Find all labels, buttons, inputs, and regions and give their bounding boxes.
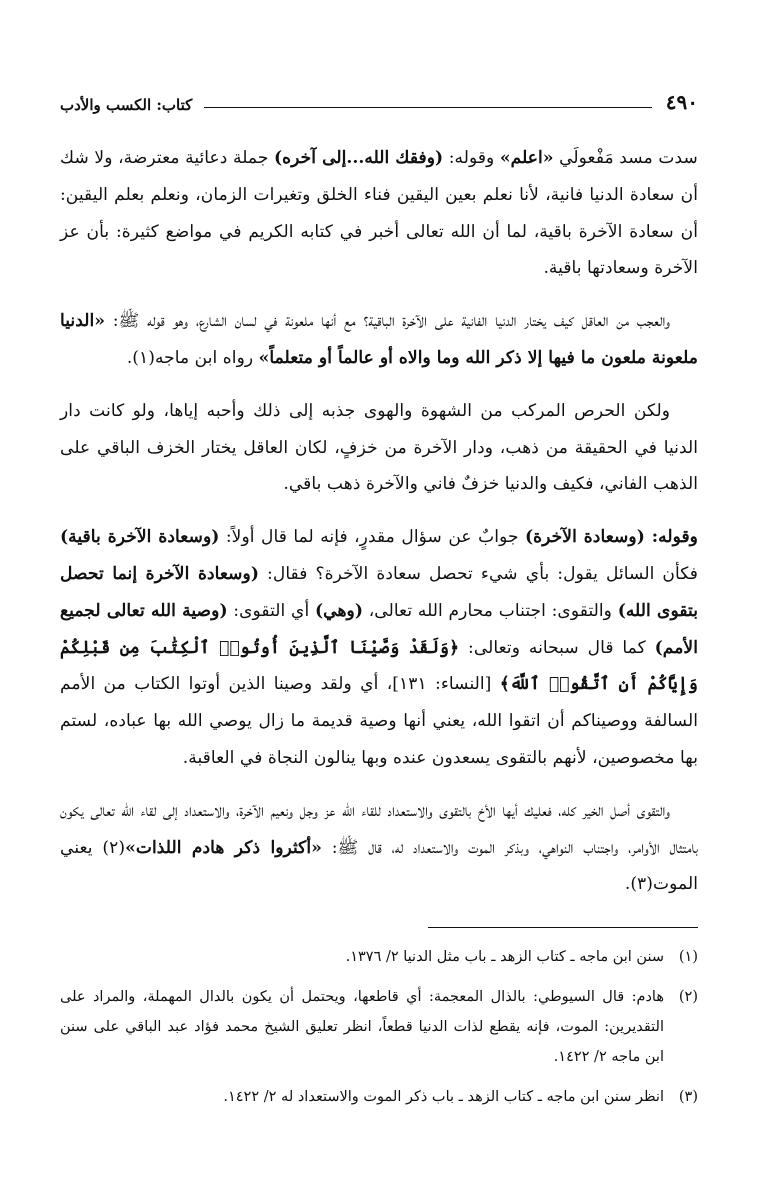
footnote-text: انظر سنن ابن ماجه ـ كتاب الزهد ـ باب ذكر الموت والاستعداد له ٢/ ١٤٢٢.: [223, 1089, 664, 1106]
text-run: أي التقوى:: [227, 600, 316, 621]
bold-text-run: ﴿وَلَقَدْ وَصَّيْنَا ٱلَّذِينَ أُوتُوا۟ ٱلْكِتَٰبَ مِن قَبْلِكُمْ وَإِيَّاكُمْ أَنِ ٱتَّقُوا۟ ٱللَّهَ﴾: [60, 637, 698, 695]
paragraph-1: [60, 140, 698, 287]
bold-text-run: (وسعادة الآخرة باقية): [60, 527, 220, 548]
footnote-separator: [428, 927, 698, 928]
footnote-marker: (٢): [678, 989, 698, 1006]
bold-text-run: «اعلم»: [499, 148, 554, 168]
chapter-title: كتاب: الكسب والأدب: [60, 96, 193, 114]
footnote-2: [60, 982, 698, 1072]
footnote-marker: (١): [678, 949, 698, 966]
header-rule: [204, 107, 652, 108]
footnote-marker: (٣): [678, 1089, 698, 1106]
bold-text-run: «الدنيا ملعونة ملعون ما فيها إلا ذكر الله وما والاه أو عالماً أو متعلماً»: [60, 311, 698, 368]
page-number: ٤٩٠: [665, 90, 698, 114]
main-text: [60, 140, 698, 903]
footnote-text: سنن ابن ماجه ـ كتاب الزهد ـ باب مثل الدنيا ٢/ ١٣٧٦.: [345, 949, 664, 966]
bold-text-run: (وصية الله تعالى لجميع الأمم): [60, 600, 699, 658]
text-run: جملة دعائية معترضة، ولا شك أن سعادة الدنيا فانية، لأنا نعلم بعين اليقين فناء الخلق وتغيرات الزمان، ونعلم بعلم اليقين: أن سعادة الآخرة باقية، لما أن الله تعالى أخبر في كتابه الكريم في مواضع كثيرة: بأن عز الآخرة وسعادتها باقية.: [60, 148, 698, 279]
text-run: ولكن الحرص المركب من الشهوة والهوى جذبه إلى ذلك وأحبه إياها، ولو كانت دار الدنيا في الحقيقة من ذهب، ودار الآخرة من خزفٍ، لكان العاقل يختار الخزف الباقي على الذهب الفاني، فكيف والدنيا خزفٌ فاني والآخرة ذهب باقي.: [60, 400, 698, 495]
text-run: والعجب من العاقل كيف يختار الدنيا الفانية على الآخرة الباقية؟ مع أنها ملعونة في لسان الشارع، وهو قوله ﷺ:: [104, 311, 670, 332]
text-run: (٢) يعني الموت(٣).: [60, 837, 698, 895]
bold-text-run: وقوله: (وسعادة الآخرة): [525, 527, 698, 548]
text-run: وقوله:: [443, 148, 500, 168]
footnote-3: [60, 1082, 698, 1112]
text-run: والتقوى: اجتناب محارم الله تعالى،: [362, 600, 618, 621]
bold-text-run: (وسعادة الآخرة إنما تحصل بتقوى الله): [60, 563, 698, 621]
bold-text-run: «أكثروا ذكر هادم اللذات»: [125, 837, 322, 858]
text-run: والتقوى أصل الخير كله، فعليك أيها الأخ بالتقوى والاستعداد للقاء الله عز وجل ونعيم الآخرة، والاستعداد إلى لقاء الله تعالى يكون بامتثال الأوامر، واجتناب النواهي، وبذكر الموت والاستعداد له، قال ﷺ:: [60, 800, 698, 858]
paragraph-2: [60, 303, 698, 377]
text-run: جوابٌ عن سؤال مقدرٍ، فإنه لما قال أولاً:: [219, 527, 526, 548]
running-header: [60, 88, 698, 114]
paragraph-3: [60, 393, 698, 503]
paragraph-4: [60, 519, 698, 777]
text-run: سدت مسد مَفْعولَي: [553, 148, 698, 168]
bold-text-run: (وفقك الله...إلى آخره): [274, 148, 444, 168]
text-run: فكأن السائل يقول: بأي شيء تحصل سعادة الآخرة؟ فقال:: [258, 563, 698, 584]
text-run: رواه ابن ماجه(١).: [126, 347, 259, 368]
text-run: كما قال سبحانه وتعالى:: [459, 637, 655, 658]
footnote-1: [60, 942, 698, 972]
paragraph-5: [60, 793, 698, 903]
footnote-text: هادم: قال السيوطي: بالذال المعجمة: أي قاطعها، ويحتمل أن يكون بالدال المهملة، والمراد على التقديرين: الموت، فإنه يقطع لذات الدنيا قطعاً، انظر تعليق الشيخ محمد فؤاد عبد الباقي على سنن ابن ماجه ٢/ ١٤٢٢.: [60, 989, 664, 1066]
footnotes: [60, 942, 698, 1112]
text-run: [النساء: ١٣١]، أي ولقد وصينا الذين أوتوا الكتاب من الأمم السالفة ووصيناكم أن اتقوا الله، يعني أنها وصية قديمة ما زال يوصي الله بها عباده، لستم بها مخصوصين، لأنهم بالتقوى يسعدون عنده وبها ينالون النجاة في العاقبة.: [60, 674, 698, 768]
bold-text-run: (وهي): [315, 600, 363, 621]
